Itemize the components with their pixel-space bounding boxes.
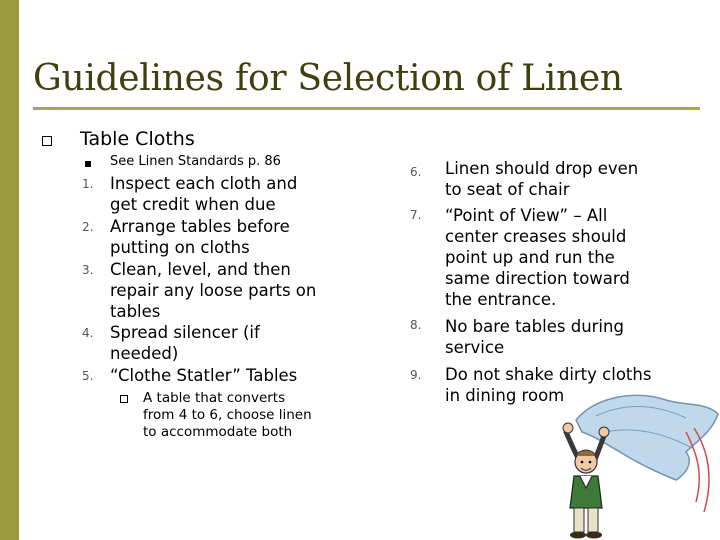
list-item-line: center creases should	[445, 227, 627, 246]
list-item-line: Arrange tables before	[110, 217, 290, 236]
sub-item-line: A table that converts	[143, 390, 286, 406]
item-number: 6.	[410, 165, 422, 179]
left-accent-bar	[0, 0, 19, 540]
sub-item-line: to accommodate both	[143, 424, 293, 440]
item-number: 9.	[410, 368, 422, 382]
hollow-square-bullet-icon	[120, 395, 128, 403]
list-item-line: to seat of chair	[445, 180, 570, 199]
item-number: 7.	[410, 208, 422, 222]
hollow-square-bullet-icon	[42, 136, 52, 146]
list-item	[110, 322, 260, 364]
item-number: 1.	[82, 177, 94, 191]
list-item-line: repair any loose parts on	[110, 281, 317, 300]
list-item-line: Do not shake dirty cloths	[445, 365, 652, 384]
list-item-line: point up and run the	[445, 248, 615, 267]
section-heading: Table Cloths	[80, 128, 195, 150]
list-item-line: Spread silencer (if	[110, 323, 260, 342]
list-item-line: get credit when due	[110, 195, 276, 214]
item-number: 2.	[82, 220, 94, 234]
reference-note: See Linen Standards p. 86	[110, 154, 281, 169]
sub-item-line: from 4 to 6, choose linen	[143, 407, 312, 423]
item-number: 3.	[82, 263, 94, 277]
item-number: 8.	[410, 318, 422, 332]
list-item-line: “Clothe Statler” Tables	[110, 366, 298, 385]
list-item-line: Inspect each cloth and	[110, 174, 298, 193]
item-number: 5.	[82, 369, 94, 383]
waiter-shaking-cloth-clipart	[536, 392, 720, 540]
list-item	[445, 316, 624, 358]
list-item	[110, 365, 297, 386]
list-item-line: service	[445, 338, 505, 357]
title-divider	[33, 107, 700, 110]
list-item-line: No bare tables during	[445, 317, 624, 336]
list-item-line: tables	[110, 302, 161, 321]
list-item-line: “Point of View” – All	[445, 206, 608, 225]
list-item-line: putting on cloths	[110, 238, 250, 257]
list-item-line: the entrance.	[445, 290, 557, 309]
list-item	[445, 205, 630, 310]
square-bullet-icon	[85, 161, 91, 167]
list-item	[110, 216, 290, 258]
list-item-line: Clean, level, and then	[110, 260, 291, 279]
list-item-line: Linen should drop even	[445, 159, 639, 178]
item-number: 4.	[82, 326, 94, 340]
list-item-line: needed)	[110, 344, 179, 363]
list-item	[445, 158, 638, 200]
slide-title: Guidelines for Selection of Linen	[33, 58, 623, 99]
list-item-line: in dining room	[445, 386, 565, 405]
list-item	[110, 259, 316, 322]
sub-item	[143, 390, 312, 441]
list-item	[110, 173, 297, 215]
list-item-line: same direction toward	[445, 269, 630, 288]
